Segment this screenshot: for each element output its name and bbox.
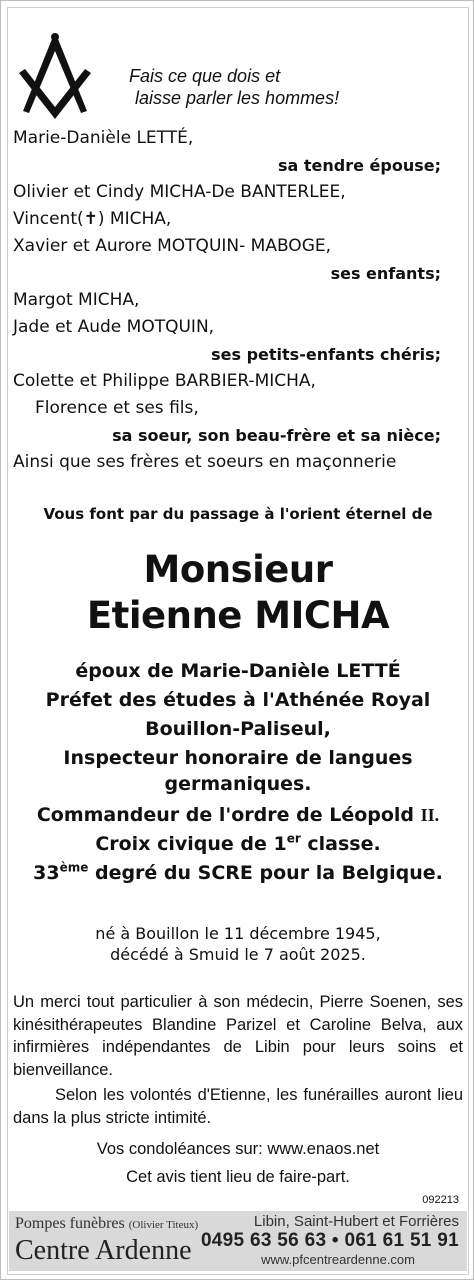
deceased-fullname: Etienne MICHA <box>86 594 390 637</box>
condolences-line: Vos condoléances sur: www.enaos.net <box>96 1140 380 1158</box>
thanks-paragraph: Un merci tout particulier à son médecin, Pierre Soenen, ses kinésithérapeutes Blandine Parizel et Caroline Belva, aux infirmières indépendantes de Libin pour leurs soins et bienveillance. <box>13 993 463 1079</box>
deceased-name <box>1 547 474 639</box>
notice-line: Cet avis tient lieu de faire-part. <box>126 1168 350 1186</box>
family-member-line: Jade et Aude MOTQUIN, <box>13 317 215 337</box>
role-line-2: Bouillon-Paliseul, <box>145 718 331 740</box>
dates <box>1 923 474 965</box>
family-member-line: Olivier et Cindy MICHA-De BANTERLEE, <box>13 182 346 202</box>
reference-number: 092213 <box>422 1194 459 1206</box>
motto-line-1: Fais ce que dois et <box>129 66 281 86</box>
degree-line <box>1 859 474 888</box>
cross-suffix: classe. <box>300 833 381 855</box>
order-numeral: II. <box>420 805 440 825</box>
relation-line: ses petits-enfants chéris; <box>211 345 441 364</box>
funeral-home-prefix <box>15 1215 198 1233</box>
degree-number: 33 <box>33 862 60 884</box>
contact-person: (Olivier Titeux) <box>128 1219 199 1231</box>
relation-line: sa tendre épouse; <box>277 156 441 175</box>
square-and-compass-icon <box>15 29 95 121</box>
role-line-4: germaniques. <box>164 773 312 795</box>
cross-text: Croix civique de 1 <box>95 833 287 855</box>
family-member-line: Colette et Philippe BARBIER-MICHA, <box>13 371 316 391</box>
role-line-1: Préfet des études à l'Athénée Royal <box>45 689 431 711</box>
wishes-paragraph: Selon les volontés d'Etienne, les funérailles auront lieu dans la plus stricte intimité. <box>13 1086 463 1127</box>
family-member-line: Ainsi que ses frères et soeurs en maçonnerie <box>13 452 397 472</box>
funeral-home-website: www.pfcentreardenne.com <box>261 1252 415 1267</box>
family-member-line: Marie-Danièle LETTÉ, <box>13 128 194 148</box>
family-member-line: Florence et ses fils, <box>35 398 199 418</box>
order-text: Commandeur de l'ordre de Léopold <box>36 804 421 826</box>
announcement: Vous font par du passage à l'orient éternel de <box>43 505 433 523</box>
degree-superscript: ème <box>59 860 89 875</box>
funeral-home-name: Centre Ardenne <box>15 1235 192 1266</box>
family-member-line: Xavier et Aurore MOTQUIN- MABOGE, <box>13 236 332 256</box>
cross-line <box>1 830 474 859</box>
motto <box>129 65 389 109</box>
deceased-title: Monsieur <box>143 548 333 591</box>
family-member-line: Margot MICHA, <box>13 290 140 310</box>
funeral-home-locations: Libin, Saint-Hubert et Forrières <box>253 1213 459 1230</box>
death-line: décédé à Smuid le 7 août 2025. <box>110 945 366 964</box>
family-member-line: Vincent(✝) MICHA, <box>13 209 172 229</box>
prefix-text: Pompes funèbres <box>15 1215 125 1232</box>
funeral-home-phones: 0495 63 56 63 • 061 61 51 91 <box>200 1230 459 1251</box>
cross-superscript: er <box>286 831 301 846</box>
relation-line: sa soeur, son beau-frère et sa nièce; <box>112 426 441 445</box>
funeral-home-banner <box>9 1211 467 1271</box>
order-line <box>1 801 474 830</box>
family-list <box>13 125 461 476</box>
birth-line: né à Bouillon le 11 décembre 1945, <box>95 924 381 943</box>
motto-line-2: laisse parler les hommes! <box>135 88 340 108</box>
relation-line: ses enfants; <box>330 264 441 283</box>
spouse-line: époux de Marie-Danièle LETTÉ <box>75 660 401 682</box>
deceased-titles <box>1 657 474 888</box>
closing-lines <box>1 1135 474 1191</box>
role-line-3: Inspecteur honoraire de langues <box>63 747 413 769</box>
degree-suffix: degré du SCRE pour la Belgique. <box>88 862 443 884</box>
